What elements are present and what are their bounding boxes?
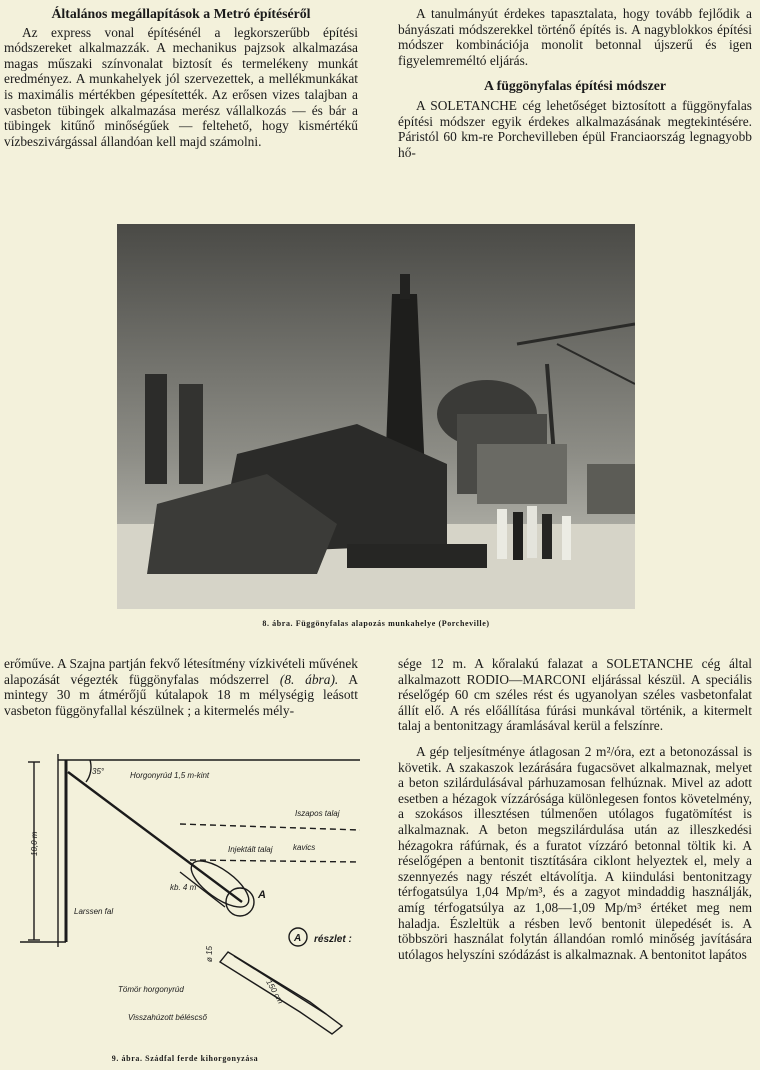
paragraph-power-plant-end: A mintegy 30 m átmérőjű kútalapok 18 m mélységig leásott vasbeton függönyfallal készülnek ; a kitermelés mély-: [4, 671, 358, 718]
paragraph-power-plant-start: erőműve. A Szajna partján fekvő létesítmény vízkivételi művének alapozását végezték függönyfalas módszerrel: [4, 656, 358, 687]
label-larssen: Larssen fal: [74, 907, 114, 916]
paragraph-wall-depth: sége 12 m. A kőralakú falazat a SOLETANCHE cég által alkalmazott RODIO—MARCONI eljárással készül. A speciális réselőgép 60 cm széles rést és ugyanolyan széles vasbetonfalat állít elő. A rés előállítása fúrási munkával történik, a kitermelt talaj a bentonitzagy áramlásával kerül a felszínre.: [398, 656, 752, 734]
label-solid-rod: Tömör horgonyrúd: [118, 985, 184, 994]
figure-9-caption: 9. ábra. Szádfal ferde kihorgonyzása: [111, 1054, 259, 1063]
label-detail: részlet :: [314, 934, 352, 945]
paragraph-soletanche: A SOLETANCHE cég lehetőséget biztosított a függönyfalas építési módszer egyik érdekes alkalmazásának megtekintésére. Páristól 60 km-re Porchevilleben épül Franciaország legnagyobb hő-: [398, 97, 752, 160]
label-length: kb. 4 m: [170, 883, 197, 892]
construction-site-photo: [117, 224, 635, 609]
section-heading-metro: Általános megállapítások a Metró építéséről: [51, 6, 311, 21]
label-detail-length: 150 cm: [264, 978, 286, 1006]
label-depth: 10,0 m: [30, 831, 39, 856]
label-point-a: A: [258, 889, 266, 901]
left-bottom-column: [4, 656, 358, 718]
label-diameter: ø 15: [205, 945, 214, 962]
section-heading-curtain-wall: A függönyfalas építési módszer: [483, 78, 667, 94]
label-clay: Iszapos talaj: [295, 809, 340, 818]
label-injected: Injektált talaj: [228, 845, 273, 854]
label-anchor-rod: Horgonyrúd 1,5 m-kint: [130, 771, 210, 780]
paragraph-machine-performance: A gép teljesítménye átlagosan 2 m²/óra, ezt a betonozással is követik. A szakaszok lezárására fugacsövet alkalmaznak, melyet a beton szilárdulásával párhuzamosan felhúznak. Mivel az adott esetben a hézagok vízzárósága különlegesen fontos követelmény, a szokásos illesztésen túlmenően utólagos fugatömítést is alkalmaznak. A beton megszilárdulása után az illeszkedési hézagokra ráfúrnak, és a furatot vízzáró betonnal töltik ki. A réselőgépen a bentonit tisztítására ciklont helyeztek el, mely a szennyezés nagy részét eltávolítja. A kiindulási bentonitzagy térfogatsúlya 1,04 Mp/m³, és a zagyot mindaddig használják, amíg térfogatsúlya az 1,08—1,09 Mp/m³ értéket meg nem haladja. Észleltük a résben levő bentonit ülepedését is. A többszöri használat folytán állandóan romló minőség javítására utólagos helyszíni szódázást is alkalmaznak. A bentonitot lapátos: [398, 743, 752, 962]
paragraph-metro: Az express vonal építésénél a legkorszerűbb építési módszereket alkalmazzák. A mechanikus pajzsok alkalmazása magas műszaki színvonalat biztosít és termelékeny munkát eredményez. A munkahelyek jól szervezettek, a mellékmunkákat is maximális mértékben gépesítették. Az erősen vizes talajban a vasbeton tübingek alkalmazása merész vállalkozás — és bár a tübingek kitűnő minőségűek — feltehető, hogy kismértékű vízbeszivárgással állandóan kell majd számolni.: [4, 24, 358, 149]
right-top-column: [398, 6, 752, 160]
construction-site-illustration: [117, 224, 635, 609]
right-bottom-column: [398, 656, 752, 962]
label-detail-a: A: [294, 933, 302, 944]
figure-9-anchoring-diagram: [10, 742, 360, 1052]
label-casing: Visszahúzott béléscső: [128, 1013, 208, 1022]
figure-8-caption: 8. ábra. Függönyfalas alapozás munkahelye (Porcheville): [262, 619, 490, 628]
paragraph-study-trip: A tanulmányút érdekes tapasztalata, hogy tovább fejlődik a bányászati módszerekkel történő építés is. A nagyblokkos építési módszer kombinációja monolit betonnal újszerű és igen figyelemreméltó eljárás.: [398, 6, 752, 68]
label-angle: 35°: [92, 767, 105, 776]
figure-8-reference: (8. ábra).: [279, 671, 339, 687]
paragraph-power-plant: [4, 656, 358, 718]
anchor-rod: [68, 772, 242, 902]
label-gravel: kavics: [293, 843, 316, 852]
left-top-column: [4, 6, 358, 149]
